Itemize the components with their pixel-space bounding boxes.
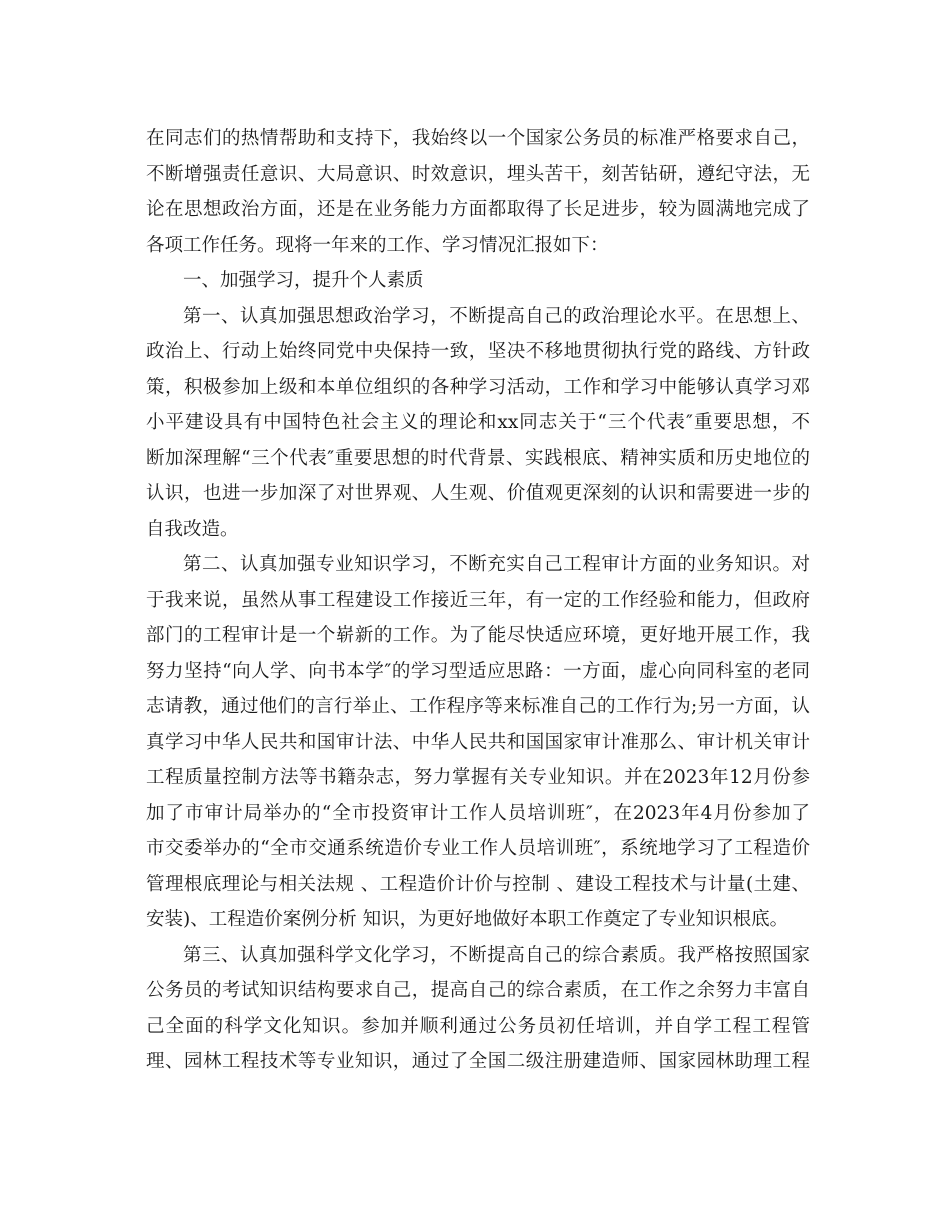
paragraph-line: 于我来说，虽然从事工程建设工作接近三年，有一定的工作经验和能力，但政府 xyxy=(146,589,810,611)
paragraph-line: 管理根底理论与相关法规 、工程造价计价与控制 、建设工程技术与计量(土建、 xyxy=(146,873,810,895)
paragraph-line: 第二、认真加强专业知识学习，不断充实自己工程审计方面的业务知识。对 xyxy=(183,554,810,575)
paragraph-line: 不断增强责任意识、大局意识、时效意识，埋头苦干，刻苦钻研，遵纪守法，无 xyxy=(146,163,810,185)
document-body xyxy=(146,121,810,1080)
paragraph-line: 安装)、工程造价案例分析 知识，为更好地做好本职工作奠定了专业知识根底。 xyxy=(146,909,789,930)
paragraph-line: 市交委举办的“全市交通系统造价专业工作人员培训班″，系统地学习了工程造价 xyxy=(146,838,810,859)
paragraph-line: 志请教，通过他们的言行举止、工作程序等来标准自己的工作行为;另一方面，认 xyxy=(146,696,810,717)
paragraph-line: 理、园林工程技术等专业知识，通过了全国二级注册建造师、国家园林助理工程 xyxy=(146,1051,810,1072)
section-heading: 一、加强学习，提升个人素质 xyxy=(183,270,424,291)
paragraph-line: 第三、认真加强科学文化学习，不断提高自己的综合素质。我严格按照国家 xyxy=(183,944,810,966)
paragraph-line: 公务员的考试知识结构要求自己，提高自己的综合素质，在工作之余努力丰富自 xyxy=(146,980,810,1001)
paragraph-line: 加了市审计局举办的“全市投资审计工作人员培训班″，在2023年4月份参加了 xyxy=(146,802,810,824)
paragraph-line: 努力坚持“向人学、向书本学″的学习型适应思路：一方面，虚心向同科室的老同 xyxy=(146,660,810,682)
paragraph-line: 真学习中华人民共和国审计法、中华人民共和国国家审计准那么、审计机关审计 xyxy=(146,731,810,753)
paragraph-line: 论在思想政治方面，还是在业务能力方面都取得了长足进步，较为圆满地完成了 xyxy=(146,199,810,220)
paragraph-line: 策，积极参加上级和本单位组织的各种学习活动，工作和学习中能够认真学习邓 xyxy=(146,376,810,398)
paragraph-line: 在同志们的热情帮助和支持下，我始终以一个国家公务员的标准严格要求自己， xyxy=(146,128,810,149)
paragraph-line: 部门的工程审计是一个崭新的工作。为了能尽快适应环境，更好地开展工作，我 xyxy=(146,625,810,646)
paragraph-line: 政治上、行动上始终同党中央保持一致，坚决不移地贯彻执行党的路线、方针政 xyxy=(146,341,810,362)
paragraph-line: 断加深理解“三个代表″重要思想的时代背景、实践根底、精神实质和历史地位的 xyxy=(146,447,810,469)
paragraph-line: 自我改造。 xyxy=(146,518,239,540)
paragraph-line: 己全面的科学文化知识。参加并顺利通过公务员初任培训，并自学工程工程管 xyxy=(146,1015,810,1037)
paragraph-line: 认识，也进一步加深了对世界观、人生观、价值观更深刻的认识和需要进一步的 xyxy=(146,483,810,504)
paragraph-line: 各项工作任务。现将一年来的工作、学习情况汇报如下： xyxy=(146,234,609,256)
paragraph-line: 工程质量控制方法等书籍杂志，努力掌握有关专业知识。并在2023年12月份参 xyxy=(146,767,810,788)
paragraph-line: 小平建设具有中国特色社会主义的理论和xx同志关于“三个代表″重要思想，不 xyxy=(146,412,810,433)
paragraph-line: 第一、认真加强思想政治学习，不断提高自己的政治理论水平。在思想上、 xyxy=(183,305,810,327)
